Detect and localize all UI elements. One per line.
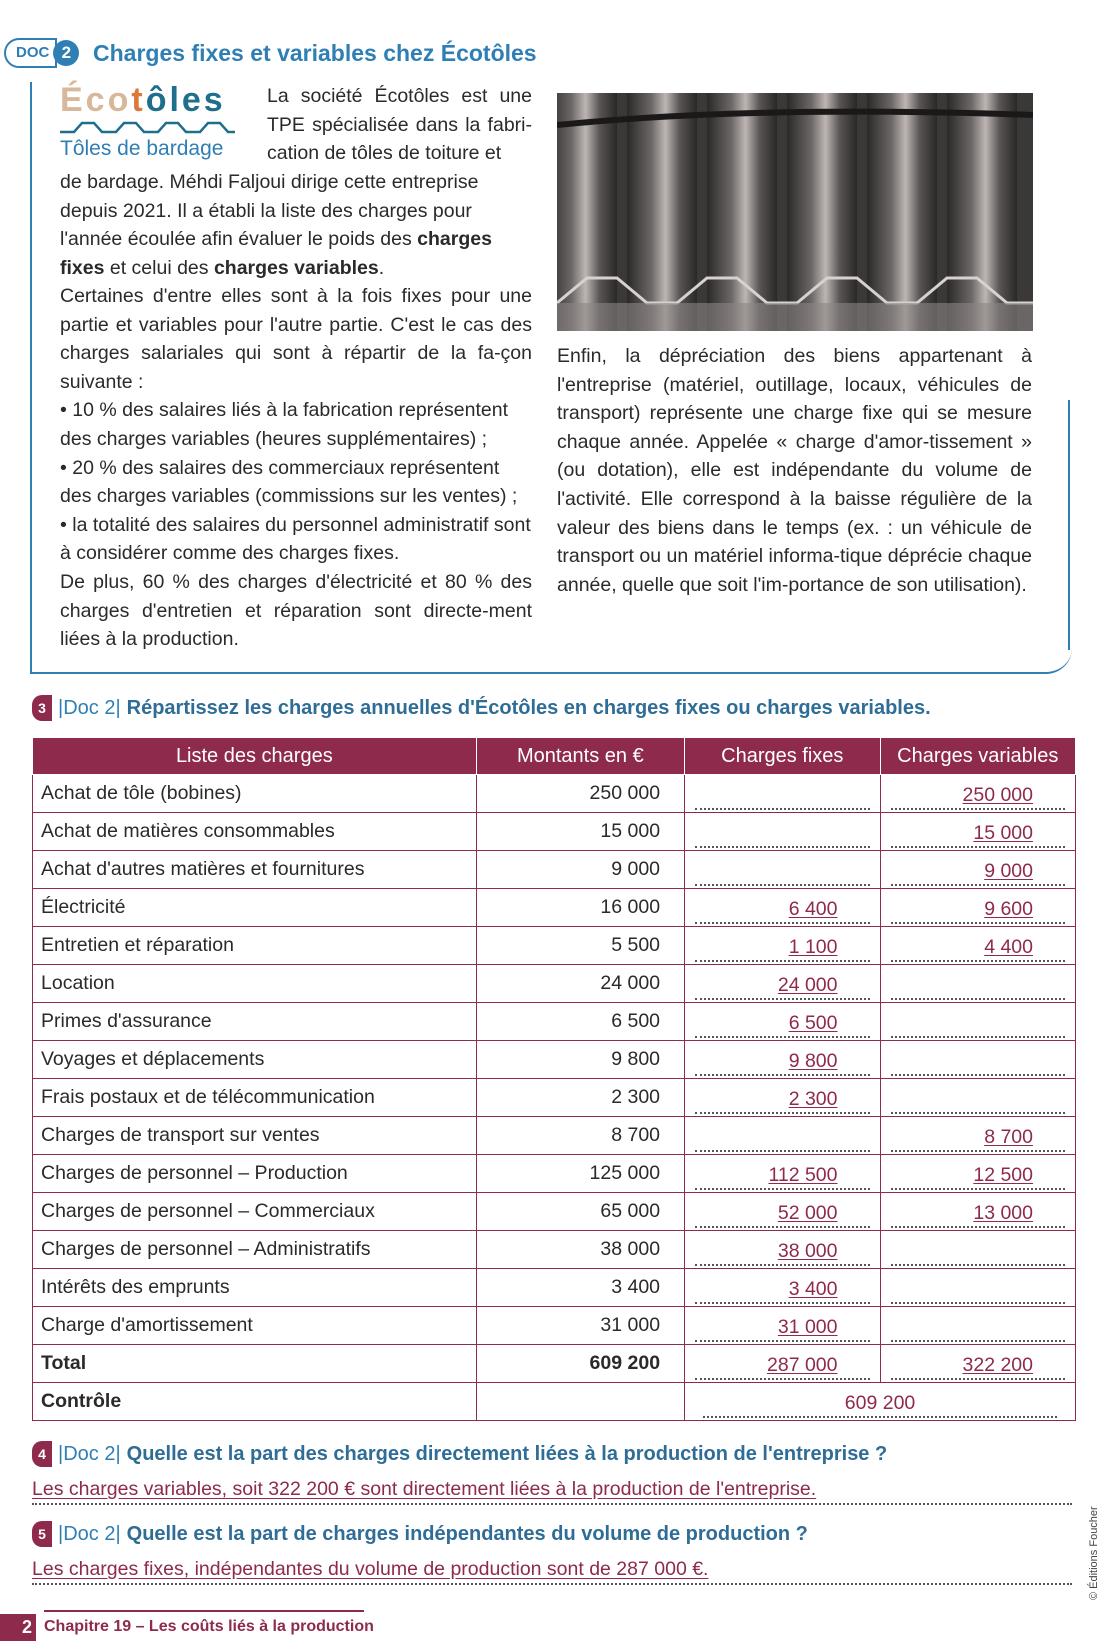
variable-charge-cell[interactable] [880, 1041, 1076, 1079]
charge-amount: 15 000 [476, 813, 684, 851]
variable-charge-cell[interactable] [880, 1269, 1076, 1307]
variable-charge-cell[interactable] [880, 927, 1076, 965]
total-variable-cell[interactable] [880, 1345, 1076, 1383]
table-row [33, 927, 1076, 965]
fixed-charge-cell-input[interactable] [695, 822, 869, 848]
variable-charge-cell-input[interactable] [891, 1316, 1066, 1342]
variable-charge-cell[interactable] [880, 1155, 1076, 1193]
table-row [33, 1041, 1076, 1079]
table-header-row [33, 738, 1076, 775]
fixed-charge-cell[interactable] [685, 775, 880, 813]
copyright-notice: © Éditions Foucher [1088, 1506, 1100, 1600]
variable-charge-cell-value: 12 500 [973, 1163, 1033, 1186]
fixed-charge-cell-value: 3 400 [788, 1277, 838, 1300]
fixed-charge-cell-value: 6 500 [788, 1011, 838, 1034]
variable-charge-cell-input[interactable] [891, 898, 1066, 924]
fixed-charge-cell-input[interactable] [695, 1278, 869, 1304]
col-header-variable: Charges variables [880, 738, 1076, 775]
total-variable-cell-input[interactable] [891, 1354, 1066, 1380]
fixed-charge-cell-input[interactable] [695, 974, 869, 1000]
fixed-charge-cell-input[interactable] [695, 936, 869, 962]
logo-roof-wave-icon [60, 120, 235, 134]
charge-amount: 24 000 [476, 965, 684, 1003]
variable-charge-cell-input[interactable] [891, 936, 1066, 962]
variable-charge-cell-value: 9 600 [984, 897, 1033, 920]
logo-subtitle: Tôles de bardage [60, 137, 224, 160]
fixed-charge-cell[interactable] [685, 889, 880, 927]
fixed-charge-cell-value: 38 000 [777, 1239, 838, 1262]
fixed-charge-cell-input[interactable] [695, 1202, 869, 1228]
table-row [33, 1193, 1076, 1231]
doc-reference: |Doc 2| [58, 697, 121, 719]
charge-amount: 16 000 [476, 889, 684, 927]
charge-label: Achat de tôle (bobines) [33, 775, 477, 813]
paragraph-line: Certaines d'entre elles sont à la fois fixes pour une partie et variables pour l'autre partie. C'est le cas des charges salariales qui sont à répartir de la fa-çon suivante : [60, 285, 532, 393]
charge-amount: 6 500 [476, 1003, 684, 1041]
question-text: Quelle est la part des charges directement liées à la production de l'entreprise ? [126, 1443, 888, 1465]
variable-charge-cell-input[interactable] [891, 1278, 1066, 1304]
table-row [33, 1117, 1076, 1155]
charge-amount: 3 400 [476, 1269, 684, 1307]
charge-label: Primes d'assurance [33, 1003, 477, 1041]
doc-reference: |Doc 2| [58, 1443, 121, 1465]
table-row [33, 813, 1076, 851]
variable-charge-cell-input[interactable] [891, 860, 1066, 886]
fixed-charge-cell-value: 112 500 [768, 1163, 838, 1186]
variable-charge-cell-value: 13 000 [973, 1201, 1033, 1224]
fixed-charge-cell[interactable] [685, 1307, 880, 1345]
fixed-charge-cell-value: 9 800 [788, 1049, 838, 1072]
total-label: Total [33, 1345, 477, 1383]
fixed-charge-cell[interactable] [685, 1041, 880, 1079]
charge-label: Location [33, 965, 477, 1003]
fixed-charge-cell[interactable] [685, 1193, 880, 1231]
variable-charge-cell-input[interactable] [891, 1240, 1066, 1266]
question-number: 3 [32, 695, 52, 721]
charge-label: Entretien et réparation [33, 927, 477, 965]
charge-label: Charges de personnel – Administratifs [33, 1231, 477, 1269]
charge-label: Charges de transport sur ventes [33, 1117, 477, 1155]
variable-charge-cell-value: 250 000 [962, 783, 1033, 806]
control-label: Contrôle [33, 1383, 477, 1421]
fixed-charge-cell-input[interactable] [695, 1050, 869, 1076]
intro-bold-variable: charges variables [213, 256, 379, 279]
charge-label: Charges de personnel – Production [33, 1155, 477, 1193]
paragraph-line: De plus, 60 % des charges d'électricité et 80 % des charges d'entretien et réparation sont directe-ment liées à la production. [60, 570, 532, 651]
charge-label: Achat d'autres matières et fournitures [33, 851, 477, 889]
intro-text-continued [60, 168, 532, 282]
footer-rule [44, 1610, 364, 1612]
table-row [33, 1003, 1076, 1041]
salary-split-paragraph [60, 282, 532, 654]
bullet-item: • 20 % des salaires des commerciaux représentent des charges variables (commissions sur les ventes) ; [60, 456, 518, 508]
variable-charge-cell[interactable] [880, 813, 1076, 851]
variable-charge-cell-input[interactable] [891, 822, 1066, 848]
variable-charge-cell[interactable] [880, 1193, 1076, 1231]
answer-line-4[interactable] [32, 1475, 1072, 1505]
charge-label: Frais postaux et de télécommunication [33, 1079, 477, 1117]
fixed-charge-cell-value: 6 400 [788, 897, 838, 920]
answer-text: Les charges fixes, indépendantes du volume de production sont de 287 000 €. [32, 1558, 709, 1580]
variable-charge-cell-input[interactable] [891, 1126, 1066, 1152]
variable-charge-cell-input[interactable] [891, 1012, 1066, 1038]
charge-label: Charges de personnel – Commerciaux [33, 1193, 477, 1231]
logo-part-3: ôles [145, 81, 226, 119]
col-header-amount: Montants en € [476, 738, 684, 775]
fixed-charge-cell-input[interactable] [695, 784, 869, 810]
fixed-charge-cell-input[interactable] [695, 1316, 869, 1342]
charge-amount: 31 000 [476, 1307, 684, 1345]
fixed-charge-cell-input[interactable] [695, 1126, 869, 1152]
table-row [33, 1231, 1076, 1269]
logo-part-1: Éco [60, 81, 132, 119]
table-row [33, 1155, 1076, 1193]
table-row [33, 1079, 1076, 1117]
table-row [33, 1269, 1076, 1307]
control-empty-cell [476, 1383, 684, 1421]
fixed-charge-cell-value: 2 300 [788, 1087, 838, 1110]
variable-charge-cell[interactable] [880, 1117, 1076, 1155]
variable-charge-cell[interactable] [880, 851, 1076, 889]
variable-charge-cell-input[interactable] [891, 1050, 1066, 1076]
question-number: 5 [32, 1521, 52, 1547]
fixed-charge-cell[interactable] [685, 927, 880, 965]
control-value-cell[interactable] [685, 1383, 1076, 1421]
fixed-charge-cell[interactable] [685, 1231, 880, 1269]
document-frame-right-edge [1068, 400, 1070, 650]
charge-label: Voyages et déplacements [33, 1041, 477, 1079]
fixed-charge-cell[interactable] [685, 813, 880, 851]
variable-charge-cell[interactable] [880, 965, 1076, 1003]
variable-charge-cell[interactable] [880, 1079, 1076, 1117]
control-row [33, 1383, 1076, 1421]
total-variable-cell-value: 322 200 [962, 1353, 1033, 1376]
total-row [33, 1345, 1076, 1383]
total-amount: 609 200 [476, 1345, 684, 1383]
table-row [33, 1307, 1076, 1345]
intro-bold-fixed: charges fixes [60, 228, 492, 279]
doc-label: DOC [4, 38, 57, 68]
col-header-fixed: Charges fixes [685, 738, 880, 775]
fixed-charge-cell-value: 24 000 [777, 973, 838, 996]
question-4 [32, 1440, 887, 1468]
fixed-charge-cell-value: 31 000 [777, 1315, 838, 1338]
doc-title: Charges fixes et variables chez Écotôles [93, 40, 537, 66]
fixed-charge-cell[interactable] [685, 1003, 880, 1041]
variable-charge-cell-input[interactable] [891, 1202, 1066, 1228]
fixed-charge-cell-input[interactable] [695, 1240, 869, 1266]
doc-badge [4, 38, 79, 68]
fixed-charge-cell-input[interactable] [695, 1012, 869, 1038]
intro-text-right-of-logo: La société Écotôles est une TPE spécialisée dans la fabri-cation de tôles de toiture et [267, 85, 532, 165]
charge-amount: 250 000 [476, 775, 684, 813]
table-row [33, 775, 1076, 813]
charge-amount: 8 700 [476, 1117, 684, 1155]
page-number: 2 [0, 1614, 36, 1641]
variable-charge-cell-input[interactable] [891, 784, 1066, 810]
charges-table [32, 737, 1076, 1421]
charge-label: Charge d'amortissement [33, 1307, 477, 1345]
depreciation-paragraph: Enfin, la dépréciation des biens appartenant à l'entreprise (matériel, outillage, locaux, véhicules de transport) représente une charge fixe qui se mesure chaque année. Appelée « charge d'amor-tissement » (ou dotation), elle est indépendante du volume de l'activité. Elle correspond à la baisse régulière de la valeur des biens dans le temps (ex. : un véhicule de transport ou un matériel informa-tique déprécie chaque année, quelle que soit l'im-portance de son utilisation). [557, 345, 1032, 596]
bullet-item: • 10 % des salaires liés à la fabrication représentent des charges variables (heures supplémentaires) ; [60, 399, 508, 450]
col-header-charges-list: Liste des charges [33, 738, 477, 775]
charge-amount: 2 300 [476, 1079, 684, 1117]
variable-charge-cell-value: 8 700 [984, 1125, 1033, 1148]
question-3 [32, 694, 931, 722]
fixed-charge-cell[interactable] [685, 1079, 880, 1117]
bullet-item: • la totalité des salaires du personnel administratif sont à considérer comme des charges fixes. [60, 513, 531, 565]
chapter-title: Chapitre 19 – Les coûts liés à la production [44, 1618, 374, 1635]
corrugated-sheet-photo [557, 93, 1033, 331]
charge-amount: 65 000 [476, 1193, 684, 1231]
charge-label: Intérêts des emprunts [33, 1269, 477, 1307]
fixed-charge-cell-input[interactable] [695, 860, 869, 886]
company-logo [60, 80, 226, 120]
total-fixed-cell-value: 287 000 [767, 1353, 838, 1376]
control-input[interactable] [703, 1392, 1057, 1418]
fixed-charge-cell-value: 52 000 [777, 1201, 838, 1224]
charge-amount: 9 800 [476, 1041, 684, 1079]
variable-charge-cell-value: 15 000 [973, 821, 1033, 844]
variable-charge-cell[interactable] [880, 889, 1076, 927]
variable-charge-cell-input[interactable] [891, 974, 1066, 1000]
table-row [33, 851, 1076, 889]
fixed-charge-cell[interactable] [685, 1155, 880, 1193]
question-5 [32, 1520, 808, 1548]
charge-amount: 9 000 [476, 851, 684, 889]
variable-charge-cell-input[interactable] [891, 1088, 1066, 1114]
question-number: 4 [32, 1441, 52, 1467]
fixed-charge-cell-input[interactable] [695, 1088, 869, 1114]
logo-part-2: t [131, 81, 146, 119]
charge-label: Électricité [33, 889, 477, 927]
variable-charge-cell[interactable] [880, 1231, 1076, 1269]
total-fixed-cell-input[interactable] [695, 1354, 869, 1380]
table-row [33, 889, 1076, 927]
fixed-charge-cell[interactable] [685, 965, 880, 1003]
table-row [33, 965, 1076, 1003]
variable-charge-cell[interactable] [880, 775, 1076, 813]
charge-amount: 38 000 [476, 1231, 684, 1269]
variable-charge-cell-value: 4 400 [984, 935, 1033, 958]
control-value: 609 200 [844, 1391, 916, 1414]
variable-charge-cell[interactable] [880, 1003, 1076, 1041]
answer-text: Les charges variables, soit 322 200 € sont directement liées à la production de l'entreprise. [32, 1478, 817, 1500]
doc-reference: |Doc 2| [58, 1523, 121, 1545]
question-text: Répartissez les charges annuelles d'Écotôles en charges fixes ou charges variables. [126, 697, 931, 719]
fixed-charge-cell-input[interactable] [695, 898, 869, 924]
fixed-charge-cell[interactable] [685, 1117, 880, 1155]
question-text: Quelle est la part de charges indépendantes du volume de production ? [126, 1523, 808, 1545]
intro-continuation-a: de bardage. Méhdi Faljoui dirige cette entreprise depuis 2021. Il a établi la liste des charges pour l'année écoulée afin évaluer le poids des [60, 171, 479, 251]
charge-label: Achat de matières consommables [33, 813, 477, 851]
variable-charge-cell-input[interactable] [891, 1164, 1066, 1190]
intro-continuation-c: . [378, 256, 385, 279]
fixed-charge-cell-input[interactable] [695, 1164, 869, 1190]
fixed-charge-cell[interactable] [685, 1269, 880, 1307]
answer-line-5[interactable] [32, 1555, 1072, 1585]
fixed-charge-cell-value: 1 100 [788, 935, 838, 958]
charge-amount: 125 000 [476, 1155, 684, 1193]
total-fixed-cell[interactable] [685, 1345, 880, 1383]
charge-amount: 5 500 [476, 927, 684, 965]
intro-continuation-b: et celui des [104, 256, 214, 279]
doc-number: 2 [53, 40, 79, 66]
fixed-charge-cell[interactable] [685, 851, 880, 889]
variable-charge-cell-value: 9 000 [984, 859, 1033, 882]
variable-charge-cell[interactable] [880, 1307, 1076, 1345]
